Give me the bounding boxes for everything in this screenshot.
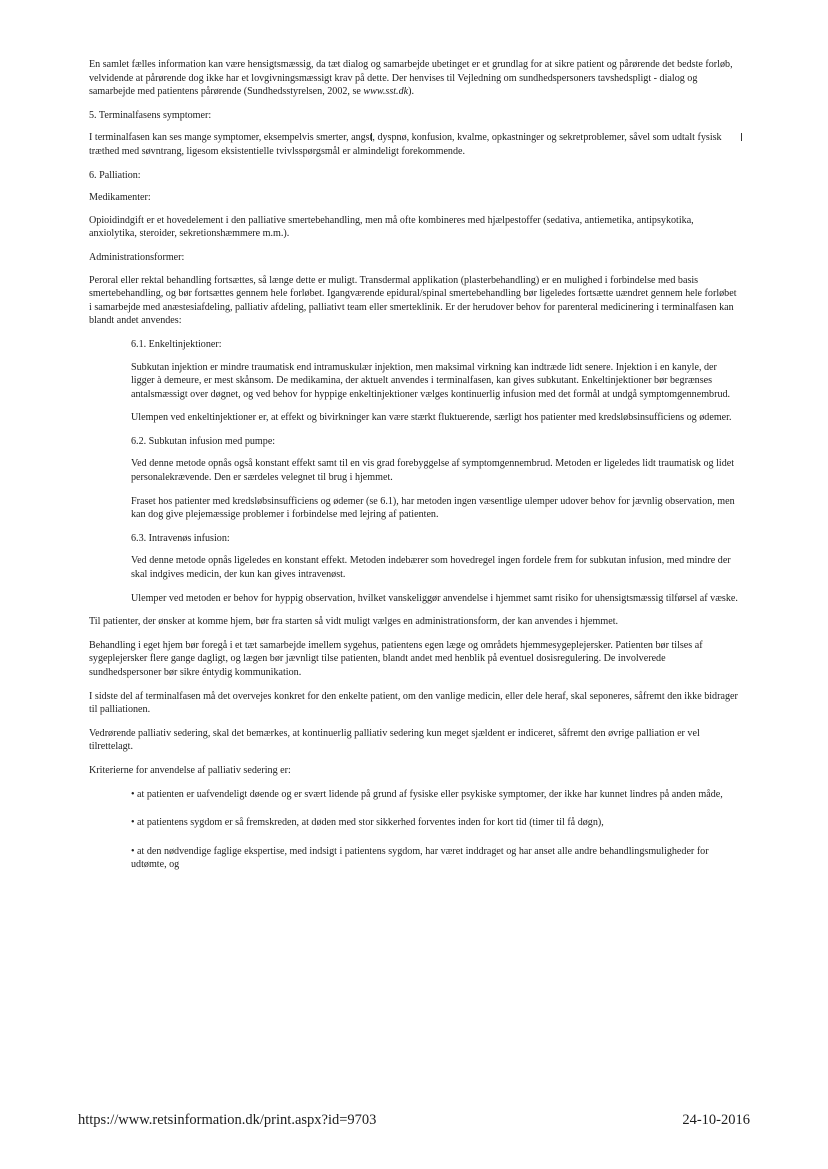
- subheading-medication: Medikamenter:: [89, 192, 151, 204]
- paragraph-6-1-b: Ulempen ved enkeltinjektioner er, at effekt og bivirkninger kan være stærkt fluktuerende, særligt hos patienter med kredsløbsinsufficiens og ødemer.: [131, 412, 732, 424]
- document-body: [89, 58, 739, 887]
- subsection-heading-6-3: 6.3. Intravenøs infusion:: [131, 532, 230, 544]
- footer-date: 24-10-2016: [682, 1112, 750, 1128]
- paragraph-information: [89, 58, 739, 99]
- scan-mark: [741, 133, 742, 141]
- paragraph-last-phase: I sidste del af terminalfasen må det overvejes konkret for den enkelte patient, om den vanlige medicin, eller dele heraf, skal seponeres, såfremt den ikke bidrager til palliationen.: [89, 690, 738, 716]
- paragraph-administration: Peroral eller rektal behandling fortsættes, så længe dette er muligt. Transdermal applikation (plasterbehandling) er en mulighed i forbindelse med basis smertebehandling, og bør fortsættes gennem hele forløbet. Igangværende epidural/spinal smertebehandling bør ligeledes fortsætte uændret gennem hele forløbet i samarbejde med anæstesiafdeling, palliativ afdeling, palliativt team eller smerteklinik. Er der herudover behov for parenteral medicinering i terminalfasen kan blandt andet anvendes:: [89, 274, 737, 327]
- paragraph-medication: Opioidindgift er et hovedelement i den palliative smertebehandling, men må ofte kombineres med hjælpestoffer (sedativa, antiemetika, antipsykotika, anxiolytika, steroider, sekretionshæmmere m.m.).: [89, 214, 694, 240]
- paragraph-text-end: ).: [408, 86, 414, 98]
- list-item: • at patientens sygdom er så fremskreden, at døden med stor sikkerhed forventes inden for kort tid (timer til få døgn),: [131, 817, 604, 829]
- footer-url: https://www.retsinformation.dk/print.aspx?id=9703: [78, 1112, 377, 1128]
- subheading-administration: Administrationsformer:: [89, 251, 185, 263]
- paragraph-home-treatment: Behandling i eget hjem bør foregå i et tæt samarbejde imellem sygehus, patientens egen læge og områdets hjemmesygeplejersker. Patienten bør tilses af sygeplejersker flere gange dagligt, og lægen bør jævnligt tilse patienten, blandt andet med henblik på eventuel dosisregulering. De involverede sundhedspersoner bør sikre éntydig kommunikation.: [89, 639, 703, 678]
- list-item: • at patienten er uafvendeligt døende og er svært lidende på grund af fysiske eller psykiske symptomer, der ikke har kunnet lindres på anden måde,: [131, 788, 723, 800]
- paragraph-symptoms: I terminalfasen kan ses mange symptomer, eksempelvis smerter, angst, dyspnø, konfusion, kvalme, opkastninger og sekretproblemer, såvel som udtalt fysisk træthed med søvntrang, ligesom eksistentielle tvivlsspørgsmål er almindeligt forekommende.: [89, 132, 722, 157]
- paragraph-criteria: Kriterierne for anvendelse af palliativ sedering er:: [89, 764, 291, 776]
- subsection-heading-6-2: 6.2. Subkutan infusion med pumpe:: [131, 435, 276, 447]
- paragraph-6-3-a: Ved denne metode opnås ligeledes en konstant effekt. Metoden indebærer som hovedregel ingen fordele frem for subkutan infusion, med mindre der skal indgives medicin, der kun kan gives intravenøst.: [131, 555, 731, 581]
- paragraph-sedation: Vedrørende palliativ sedering, skal det bemærkes, at kontinuerlig palliativ sedering kun meget sjældent er indiceret, såfremt den øvrige palliation er vel tilrettelagt.: [89, 727, 700, 753]
- paragraph-6-3-b: Ulemper ved metoden er behov for hyppig observation, hvilket vanskeliggør anvendelse i hjemmet samt risiko for uhensigtsmæssig tilførsel af væske.: [131, 592, 738, 604]
- paragraph-home: Til patienter, der ønsker at komme hjem, bør fra starten så vidt muligt vælges en administrationsform, der kan anvendes i hjemmet.: [89, 616, 619, 628]
- paragraph-6-2-a: Ved denne metode opnås også konstant effekt samt til en vis grad forebyggelse af symptomgennembrud. Metoden er ligeledes lidt traumatisk og lidet personalekrævende. Den er særdeles velegnet til brug i hjemmet.: [131, 458, 735, 484]
- paragraph-text: En samlet fælles information kan være hensigtsmæssig, da tæt dialog og samarbejde ubetinget er et grundlag for at sikre patient og pårørende det bedste forløb, velvidende at pårørende dog ikke har et lovgivningsmæssigt krav på dette. Der henvises til Vejledning om sundhedspersoners tavshedspligt - dialog og samarbejde med patientens pårørende (Sundhedsstyrelsen, 2002, se: [89, 59, 733, 98]
- paragraph-6-2-b: Fraset hos patienter med kredsløbsinsufficiens og ødemer (se 6.1), har metoden ingen væsentlige ulemper udover behov for jævnlig observation, men kan dog give plejemæssige problemer i forbindelse med lejring af patienten.: [131, 495, 735, 521]
- section-heading-symptoms: 5. Terminalfasens symptomer:: [89, 109, 212, 121]
- paragraph-6-1-a: Subkutan injektion er mindre traumatisk end intramuskulær injektion, men maksimal virkning kan indtræde lidt senere. Injektion i en kanyle, der ligger à demeure, er mest skånsom. De medikamina, der aktuelt anvendes i terminalfasen, kan gives subkutant. Enkeltinjektioner bør begrænses antalsmæssigt over døgnet, og ved behov for hyppige enkeltinjektioner vælges kontinuerlig infusion med det formål at undgå symptomgennembrud.: [131, 361, 731, 400]
- section-heading-palliation: 6. Palliation:: [89, 169, 141, 181]
- sst-link[interactable]: www.sst.dk: [363, 86, 409, 98]
- list-item: • at den nødvendige faglige ekspertise, med indsigt i patientens sygdom, har været inddraget og har anset alle andre behandlingsmuligheder for udtømte, og: [131, 845, 709, 871]
- subsection-heading-6-1: 6.1. Enkeltinjektioner:: [131, 338, 222, 350]
